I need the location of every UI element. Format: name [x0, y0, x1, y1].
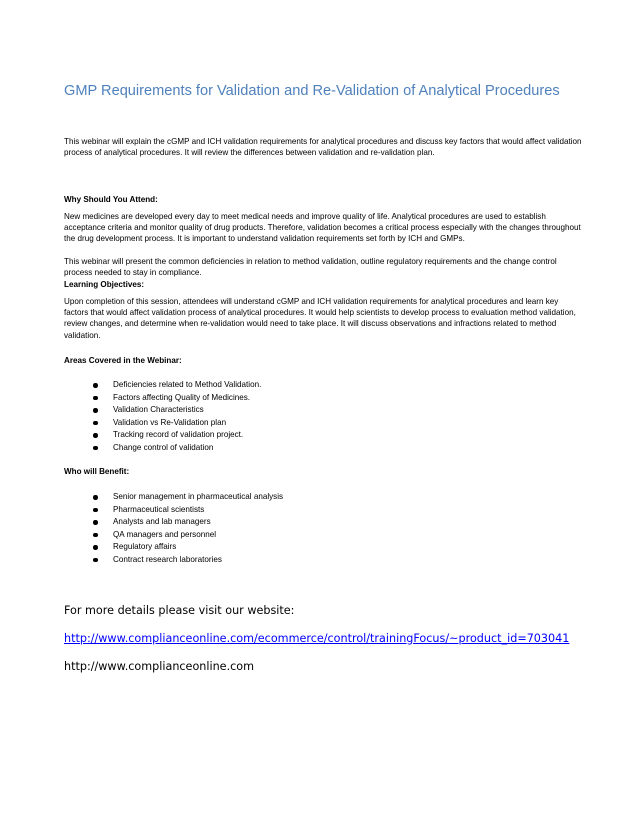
bullet-icon [93, 545, 98, 550]
learning-objectives-paragraph: Upon completion of this session, attendees will understand cGMP and ICH validation requirements for analytical procedures and learn key factors that would affect validation process of analytical procedures. It would help scientists to develop process to evaluation method validation, review changes, and determine when re-validation would need to take place. It will discuss observations and infractions related to method validation. [64, 297, 576, 340]
bullet-icon [93, 520, 98, 525]
who-will-benefit-heading: Who will Benefit: [64, 467, 130, 476]
bullet-icon [93, 396, 98, 401]
intro-paragraph: This webinar will explain the cGMP and ICH validation requirements for analytical procedures and discuss key factors that would affect validation process of analytical procedures. It will review the differences between validation and re-validation plan. [64, 137, 582, 158]
list-item: Regulatory affairs [64, 541, 283, 554]
bullet-icon [93, 508, 98, 513]
bullet-icon [93, 446, 98, 451]
bullet-icon [93, 433, 98, 438]
why-attend-heading: Why Should You Attend: [64, 195, 158, 204]
list-item: Validation Characteristics [64, 404, 261, 417]
bullet-icon [93, 383, 98, 388]
list-item: Analysts and lab managers [64, 516, 283, 529]
list-item: Deficiencies related to Method Validation. [64, 379, 261, 392]
bullet-icon [93, 558, 98, 563]
page-title: GMP Requirements for Validation and Re-Validation of Analytical Procedures [64, 83, 560, 99]
bullet-icon [93, 533, 98, 538]
list-item: Senior management in pharmaceutical analysis [64, 491, 283, 504]
list-item: Tracking record of validation project. [64, 429, 261, 442]
bullet-icon [93, 408, 98, 413]
who-will-benefit-list [64, 491, 283, 567]
more-details-text: For more details please visit our website: [64, 604, 295, 617]
why-attend-paragraph-2: This webinar will present the common deficiencies in relation to method validation, outline regulatory requirements and the change control process needed to stay in compliance. [64, 257, 557, 278]
list-item: Factors affecting Quality of Medicines. [64, 392, 261, 405]
areas-covered-list [64, 379, 261, 455]
bullet-icon [93, 495, 98, 500]
list-item: Validation vs Re-Validation plan [64, 417, 261, 430]
list-item: Change control of validation [64, 442, 261, 455]
list-item: Contract research laboratories [64, 554, 283, 567]
learning-objectives-heading: Learning Objectives: [64, 280, 145, 289]
why-attend-paragraph-1: New medicines are developed every day to meet medical needs and improve quality of life. Analytical procedures are used to establish acceptance criteria and monitor quality of drug products. Therefore, validation becomes a critical process especially with the changes throughout the drug development process. It is important to understand validation requirements set forth by ICH and GMPs. [64, 212, 581, 244]
list-item: Pharmaceutical scientists [64, 504, 283, 517]
list-item: QA managers and personnel [64, 529, 283, 542]
areas-covered-heading: Areas Covered in the Webinar: [64, 356, 182, 365]
website-link[interactable]: http://www.complianceonline.com [64, 660, 255, 673]
product-link[interactable]: http://www.complianceonline.com/ecommerce/control/trainingFocus/~product_id=703041 [64, 632, 570, 645]
bullet-icon [93, 421, 98, 426]
